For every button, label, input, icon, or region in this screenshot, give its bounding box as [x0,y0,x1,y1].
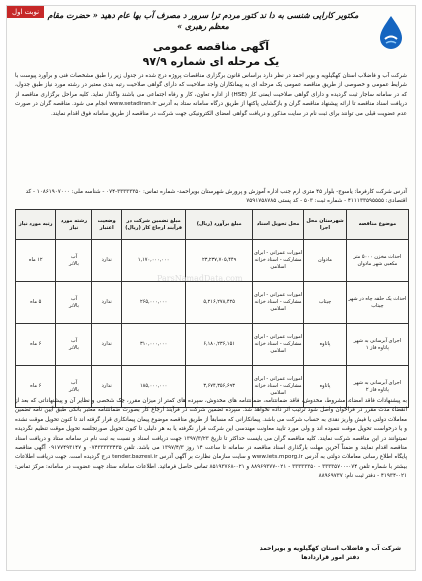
table-row [16,324,409,366]
header-cell: موضوع مناقصه [346,210,408,240]
header-cell: محل تحویل اسناد [252,210,303,240]
row-location: پاتاوه [304,324,347,366]
row-duration: ۱۲ ماه [16,240,56,282]
header-cell: شهرستان محل اجرا [304,210,347,240]
row-title: اجرای آبرسانی به شهر پاتاوه فاز ۲ [346,366,408,408]
watermark: ParsNamadData.com [157,274,243,283]
header-cell: مبلغ برآورد (ریال) [186,210,253,240]
terms-paragraph: به پیشنهادات فاقد امضاء، مشروط، مخدوش، فاقد ضمانتنامه، ضمانتنامه های مخدوش، سپرده های کمتر از میزان مقرر، چک شخصی و نظایر آن و پیشنهاداتی که بعد از انقضاء مدت مقرر در فراخوان واصل شود ترتیب اثر داده نخواهد شد. سپرده تضمین شرکت در فرآیند ارجاع کار بصورت ضمانتنامه معتبر بانکی طبق آیین نامه تضمین معاملات دولتی یا فیش واریز نقدی به حساب شرکت می باشد. پیمانکارانی که مسابقاً از طریق مناقصه موضوع پیمان پیمانکاری قرار گرفته اند تا کنون تحویل موقت نشده و یا درخواست تحویل موقت ننموده اند و ولی مورد تایید معاونت مهندسی این شرکت قرار نگرفته یا به هر دلیلی تا کنون تحویل صورتجلسه تحویل موقت تنظیم نگردیده نمیتوانند در این مناقصه شرکت نمایند. کلیه مناقصه گران می بایست حداکثر تا تاریخ ۱۳۹۷/۳/۲۳ جهت دریافت اسناد و نسبت به ثبت نام در سامانه ستاد و دریافت اسناد مناقصه اقدام نمایند و ضمناً آخرین مهلت بارگذاری اسناد مناقصه در سامانه تا ساعت ۱۴ روز ۱۳۹۷/۴/۳ می باشد. تلفن ۰۷۴۳۳۳۳۳۴۳۵ و ۰۹۱۷۷۴۹۳۱۴۷ آگهی مناقصه پایگاه اطلاع رسانی معاملات دولتی به آدرس www.iets.mporg.ir و سایت سازمان نظارت بر آگهی آدرس tender.bazresi.ir درج گردیده است. جهت دریافت اطلاعات بیشتر با شماره تلفن ۰۷۴-۳۳۳۳۵۷۰۰ - ۳۳۳۳۳۳۵۰ - ۰۲۱-۸۸۹۶۹۳۷۷ و ۰۲۱-۸۵۱۹۳۷۶۸ تماس حاصل فرمائید. اطلاعات سامانه ستاد جهت عضویت در سامانه: مرکز تماس: ۰۲۱-۴۱۹۳۴ - دفتر ثبت نام: ۸۸۹۶۹۷۳۷ [15,398,407,480]
row-location: مادوان [304,240,347,282]
employer-address: آدرس شرکت کارفرما: یاسوج- بلوار ۴۵ متری ارم جنب اداره آموزش و پرورش شهرستان بویراحمد- شماره تماس: ۳۳۳۳۳۳۵۰-۰۷۴ - شناسه ملی: ۱۰۸۶۱۹۰۷۰۰۰ - کد اقتصادی: ۴۱۱۱۳۳۵۹۵۵۵۵ - شماره ثبت: ۵۰۳ - کد پستی ۷۵۹۱۷۵۸۷۸۵ [25,189,407,205]
row-source: ندارد [92,324,121,366]
table-row [16,282,409,324]
row-source: ندارد [92,240,121,282]
tender-table [15,209,409,408]
row-estimate: ۶,۱۸۰,۲۳۶,۱۵۱ [186,324,253,366]
table-header-row [16,210,409,240]
header-cell: رشته مورد نیاز [56,210,92,240]
row-title: احداث یک حلقه چاه در شهر چیتاب [346,282,408,324]
row-source: ندارد [92,366,121,408]
ad-page [6,5,416,571]
row-duration: ۵ ماه [16,282,56,324]
header-cell: مبلغ تضمین شرکت در فرآیند ارجاع کار (ریال) [121,210,185,240]
row-location: چیتاب [304,282,347,324]
company-name: شرکت آب و فاضلاب استان کهگیلویه و بویراحمد [259,545,401,552]
row-delivery: امورات عمرانی - ابرای مشارکت - اسناد خزانه اسلامی [252,366,303,408]
row-title: اجرای آبرسانی به شهر پاتاوه فاز ۱ [346,324,408,366]
row-guarantee: ۲۶۵,۰۰۰,۰۰۰ [121,282,185,324]
row-guarantee: ۳۱۰,۰۰۰,۰۰۰ [121,324,185,366]
row-source: ندارد [92,282,121,324]
row-field: آب بالاتر [56,324,92,366]
ad-subtitle: یک مرحله ای شماره ۹۷/۹ [142,55,280,68]
row-guarantee: ۱۸۵,۰۰۰,۰۰۰ [121,366,185,408]
row-field: آب بالاتر [56,282,92,324]
intro-paragraph: شرکت آب و فاضلاب استان کهگیلویه و بویر احمد در نظر دارد براساس قانون برگزاری مناقصات پروژه درج شده در جدول زیر را طبق مشخصات فنی و برآورد پیوست با شرایط عمومی و خصوصی از طریق مناقصه عمومی یک مرحله ای به پیمانکاران واجد صلاحیت که دارای گواهی صلاحیت رتبه بندی معتبر در رشته مورد نیاز طبق جدول، که در سامانه ساجار ثبت گردیده و دارای گواهی صلاحیت ایمنی کار (HSE) از اداره تعاون، کار و رفاه اجتماعی می باشند واگذار نماید. کلیه مراحل برگزاری مناقصه از دریافت اسناد مناقصه تا ارائه پیشنهاد مناقصه گران و بازگشایی پاکتها از طریق درگاه سامانه ستاد به آدرس www.setadiran.ir انجام می شود. مناقصه گران در صورت عدم عضویت قبلی می توانند برای ثبت نام در سایت مذکور و دریافت گواهی امضای الکترونیکی جهت شرکت در مناقصه از طریق سامانه فوق اقدام نمایند. [15,73,407,117]
row-delivery: امورات عمرانی - ابرای مشارکت - اسناد خزانه اسلامی [252,240,303,282]
header-cell: رتبه مورد نیاز [16,210,56,240]
row-estimate: ۵,۲۱۶,۲۷۸,۴۲۵ [186,282,253,324]
row-location: پاتاوه [304,366,347,408]
ad-title: آگهی مناقصه عمومی [152,40,270,53]
row-estimate: ۳,۶۷۴,۳۵۶,۶۹۳ [186,366,253,408]
header-cell: وضعیت اعتبار [92,210,121,240]
row-field: آب بالاتر [56,366,92,408]
row-delivery: امورات عمرانی - ابرای مشارکت - اسناد خزانه اسلامی [252,282,303,324]
row-delivery: امورات عمرانی - ابرای مشارکت - اسناد خزانه اسلامی [252,324,303,366]
row-duration: ۶ ماه [16,366,56,408]
signature-block [260,544,401,562]
department-name: دفتر امور قراردادها [301,554,360,561]
first-round-badge: نوبت اول [7,6,44,18]
leader-quote: مکتوبر کارایی شنسی به دا ند کتور مردم ترا سرور د مصرف آب بها عام دهید « حضرت مقام معظم رهبری » [47,10,359,31]
row-title: احداث مخزن ۵۰۰۰ متر مکعبی شهر مادوان [346,240,408,282]
row-duration: ۶ ماه [16,324,56,366]
row-guarantee: ۱,۱۷۰,۰۰۰,۰۰۰ [121,240,185,282]
row-field: آب بالاتر [56,240,92,282]
row-estimate: ۲۳,۲۳۷,۷۰۵,۴۴۹ [186,240,253,282]
